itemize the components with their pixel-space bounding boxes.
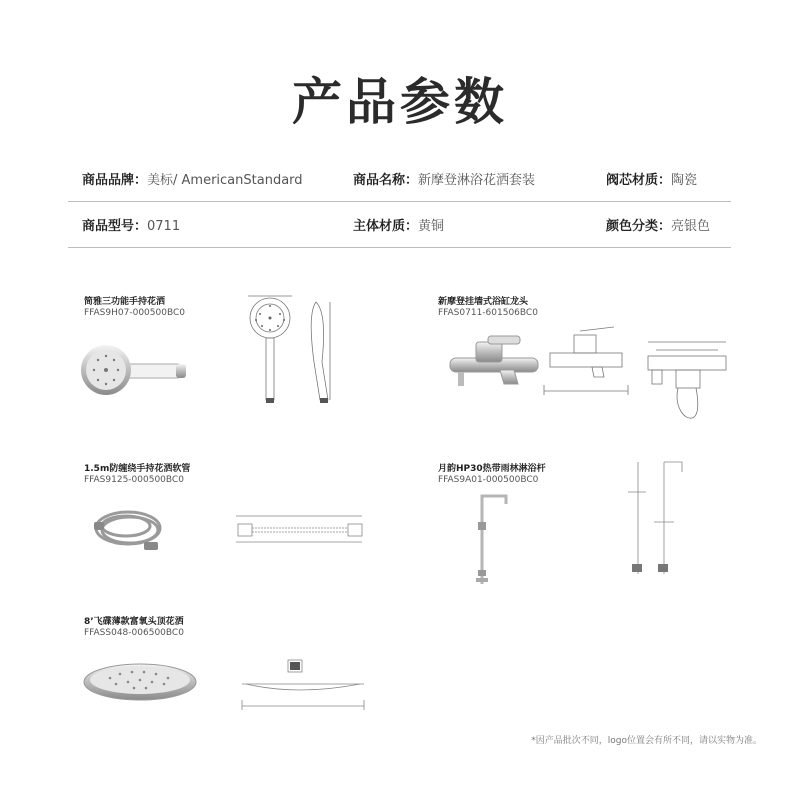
spec-row-2 — [68, 201, 731, 248]
shower-column-drawing — [618, 456, 698, 581]
spec-valve-material: 阀芯材质：陶瓷 — [606, 173, 698, 188]
product-overhead-shower: 8’飞碟薄款富氧头顶花洒 FFASS048-006500BC0 — [84, 617, 184, 638]
overhead-shower-drawing — [238, 656, 368, 714]
hand-shower-drawing — [244, 292, 354, 412]
spec-color: 颜色分类：亮银色 — [606, 219, 711, 234]
overhead-shower-photo — [80, 658, 200, 708]
product-hand-shower: 简雅三功能手持花洒 FFAS9H07-000500BC0 — [84, 297, 185, 318]
bath-faucet-drawing — [540, 325, 635, 400]
product-bath-faucet: 新摩登挂墙式浴缸龙头 FFAS0711-601506BC0 — [438, 297, 538, 318]
product-shower-column: 月韵HP30热带雨林淋浴杆 FFAS9A01-000500BC0 — [438, 464, 546, 485]
disclaimer-note: *因产品批次不同，logo位置会有所不同，请以实物为准。 — [531, 736, 762, 746]
page-title: 产品参数 — [292, 73, 508, 131]
spec-model: 商品型号：0711 — [82, 219, 181, 234]
shower-hose-drawing — [232, 512, 367, 546]
product-shower-hose: 1.5m防缠绕手持花洒软管 FFAS9125-000500BC0 — [84, 464, 191, 485]
hand-shower-photo — [78, 340, 190, 400]
spec-brand: 商品品牌：美标/ AmericanStandard — [82, 173, 303, 188]
shower-hose-photo — [88, 502, 168, 562]
bath-faucet-photo — [444, 334, 544, 394]
spec-body-material: 主体材质：黄铜 — [353, 219, 445, 234]
spec-product-name: 商品名称：新摩登淋浴花洒套装 — [353, 173, 536, 188]
shower-column-photo — [470, 490, 520, 590]
bath-faucet-front-drawing — [640, 332, 735, 427]
spec-row-1 — [68, 155, 731, 202]
